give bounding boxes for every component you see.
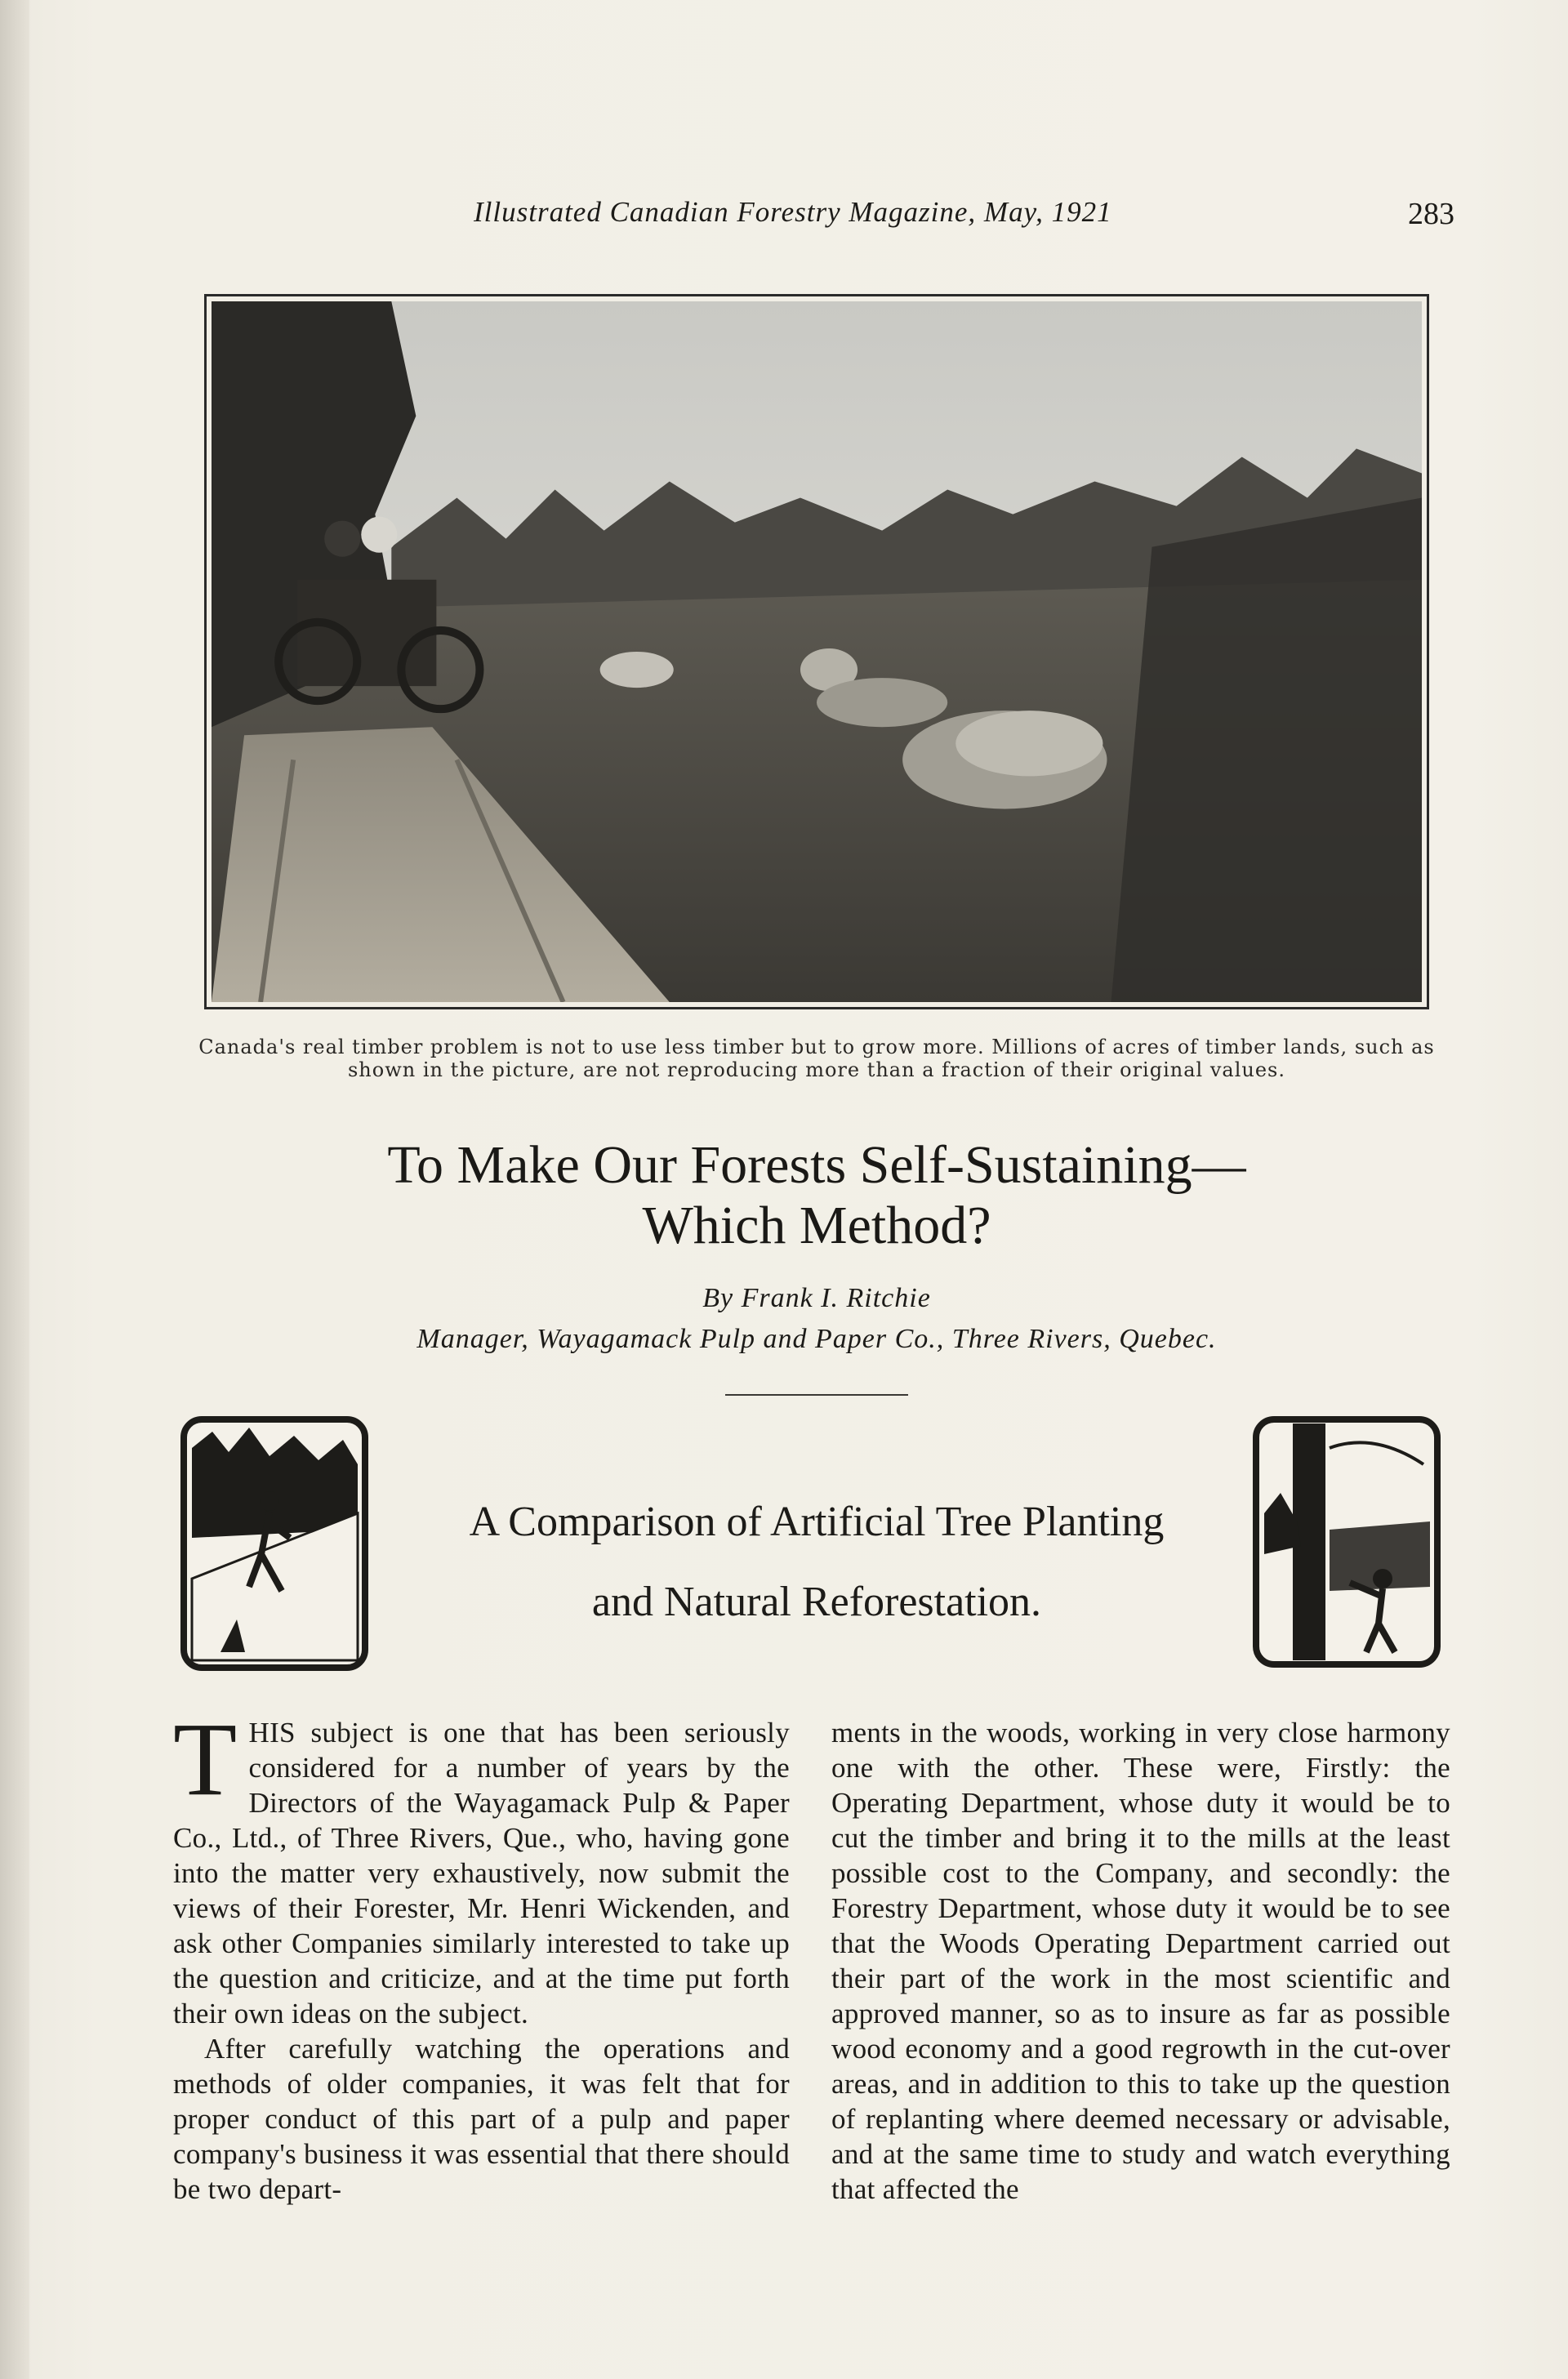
headline-line-1: To Make Our Forests Self-Sustaining— xyxy=(387,1135,1246,1195)
subtitle-line-1: A Comparison of Artificial Tree Planting xyxy=(469,1499,1165,1545)
paragraph-2: After carefully watching the operations and methods of older companies, it was felt that for proper conduct of this part of a pulp and paper company's business it was essential that there should be two depart- xyxy=(173,2033,790,2205)
woodcutter-vignette-icon xyxy=(1252,1415,1441,1668)
running-head xyxy=(0,196,1568,245)
hiker-vignette-icon xyxy=(180,1415,369,1672)
article-subtitle xyxy=(384,1482,1250,1642)
paragraph-3: ments in the woods, working in very close harmony one with the other. These were, Firstly: the Operating Department, whose duty it would be to cut the timber and bring it to the mills at the least possible cost to the Company, and secondly: the Forestry Department, whose duty it would be to see that the Woods Operating Department carried out their part of the work in the most scientific and approved manner, so as to insure as far as possible wood economy and a good regrowth in the cut-over areas, and in addition to this to take up the question of replanting where deemed necessary or advisable, and at the same time to study and watch everything that affected the xyxy=(831,1717,1450,2205)
article-column-right xyxy=(831,1715,1450,2207)
running-head-title: Illustrated Canadian Forestry Magazine, May, 1921 xyxy=(474,196,1112,228)
drop-cap: T xyxy=(173,1701,238,1817)
author-affiliation: Manager, Wayagamack Pulp and Paper Co., Three Rivers, Quebec. xyxy=(416,1324,1217,1354)
photo-caption: Canada's real timber problem is not to use less timber but to grow more. Millions of acres of timber lands, such as shown in the picture, are not reproducing more than a fraction of their original values. xyxy=(198,1036,1435,1081)
section-divider xyxy=(725,1394,908,1396)
page-spine-shadow xyxy=(0,0,29,2379)
page-number: 283 xyxy=(1408,197,1454,231)
article-byline xyxy=(245,1278,1388,1360)
forest-photo-illustration xyxy=(212,301,1422,1002)
paragraph-1 xyxy=(173,1701,790,2031)
article-column-left xyxy=(173,1701,790,2207)
headline-line-2: Which Method? xyxy=(642,1196,991,1255)
forest-photograph xyxy=(204,294,1429,1009)
author-name: By Frank I. Ritchie xyxy=(702,1283,931,1313)
subtitle-line-2: and Natural Reforestation. xyxy=(591,1579,1042,1625)
article-headline xyxy=(270,1135,1364,1256)
paragraph-1-text: HIS subject is one that has been seriously considered for a number of years by the Directors of the Wayagamack Pulp & Paper Co., Ltd., of Three Rivers, Que., who, having gone into the matter very exhaustively, now submit the views of their Forester, Mr. Henri Wickenden, and ask other Companies similarly interested to take up the question and criticize, and at the time put forth their own ideas on the subject. xyxy=(173,1717,790,2029)
